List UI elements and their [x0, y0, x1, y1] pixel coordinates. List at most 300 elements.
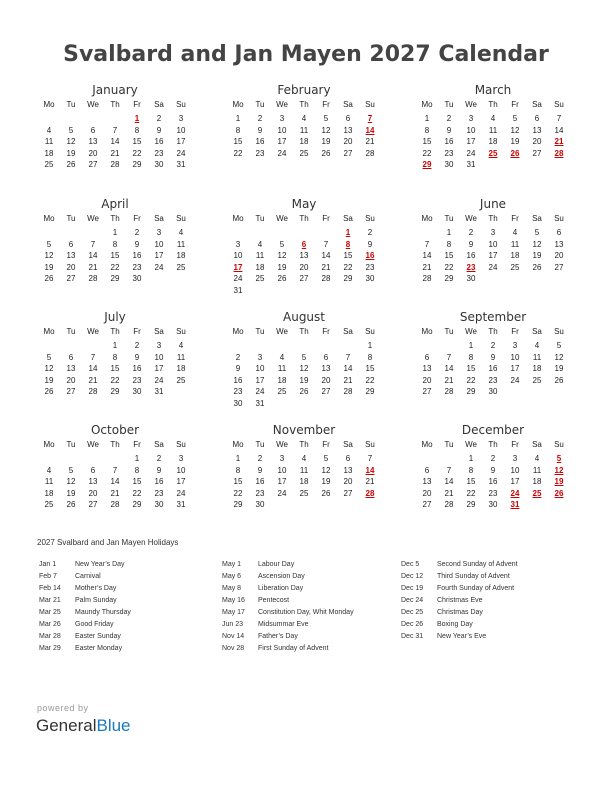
- month-name: September: [459, 310, 527, 324]
- day: 30: [488, 387, 498, 396]
- day: 4: [279, 352, 285, 362]
- month-days-grid: [38, 98, 192, 171]
- day: 12: [44, 364, 54, 373]
- day: 9: [235, 364, 241, 373]
- day: 6: [424, 465, 430, 475]
- day: 22: [466, 488, 476, 498]
- holiday-row: [222, 643, 354, 655]
- weekday-header: Fr: [322, 440, 330, 449]
- holiday-name: Easter Sunday: [75, 633, 121, 640]
- day: 20: [343, 137, 353, 146]
- day: 16: [255, 477, 265, 486]
- month-name: November: [272, 423, 336, 437]
- day: 14: [88, 251, 98, 260]
- day: 22: [233, 148, 243, 158]
- weekday-header: Sa: [343, 440, 353, 449]
- day: 19: [277, 262, 287, 272]
- month-november: [227, 422, 381, 511]
- holiday-day: 12: [554, 465, 564, 475]
- day: 21: [365, 477, 375, 486]
- day: 11: [277, 364, 287, 373]
- weekday-header: Mo: [421, 440, 433, 449]
- day: 24: [233, 274, 243, 283]
- day: 26: [321, 488, 331, 498]
- weekday-header: We: [276, 440, 288, 449]
- weekday-header: Fr: [133, 440, 141, 449]
- day: 1: [468, 454, 474, 463]
- day: 22: [132, 488, 142, 498]
- day: 19: [66, 148, 76, 158]
- day: 3: [279, 454, 285, 463]
- day: 12: [321, 465, 331, 475]
- empty-day: [227, 227, 249, 239]
- day: 25: [176, 262, 186, 272]
- day: 21: [444, 375, 454, 385]
- day: 7: [112, 465, 118, 475]
- day: 31: [255, 398, 265, 408]
- day: 4: [534, 454, 540, 463]
- day: 3: [468, 114, 474, 123]
- weekday-header: Su: [176, 440, 186, 449]
- holiday-name: First Sunday of Advent: [258, 645, 329, 652]
- generalblue-logo[interactable]: [36, 716, 131, 736]
- holiday-day: 14: [365, 125, 375, 135]
- day: 17: [176, 477, 186, 486]
- day: 11: [532, 465, 542, 475]
- day: 26: [554, 375, 564, 385]
- day: 15: [365, 364, 375, 373]
- weekday-header: Sa: [154, 327, 164, 336]
- day: 19: [299, 375, 309, 385]
- empty-day: [337, 340, 359, 352]
- holiday-row: [39, 619, 131, 631]
- weekday-header: Mo: [232, 214, 244, 223]
- day: 17: [277, 477, 287, 486]
- day: 24: [154, 375, 164, 385]
- day: 15: [444, 251, 454, 260]
- month-july: [38, 309, 192, 398]
- empty-day: [249, 227, 271, 239]
- weekday-header: Sa: [532, 100, 542, 109]
- day: 6: [90, 465, 96, 475]
- day: 20: [321, 375, 331, 385]
- day: 12: [321, 125, 331, 135]
- day: 3: [512, 341, 518, 350]
- holiday-day: 26: [554, 488, 564, 498]
- day: 19: [44, 375, 54, 385]
- weekday-header: Mo: [232, 327, 244, 336]
- day: 8: [424, 125, 430, 135]
- day: 9: [446, 125, 452, 135]
- day: 24: [510, 375, 520, 385]
- day: 29: [110, 274, 120, 283]
- weekday-header: We: [465, 440, 477, 449]
- day: 21: [365, 137, 375, 146]
- day: 9: [134, 239, 140, 249]
- day: 8: [134, 465, 140, 475]
- weekday-header: Su: [554, 327, 564, 336]
- empty-day: [82, 113, 104, 125]
- day: 13: [66, 251, 76, 260]
- day: 23: [154, 148, 164, 158]
- day: 16: [444, 137, 454, 146]
- day: 16: [488, 364, 498, 373]
- month-september: [416, 309, 570, 398]
- day: 23: [444, 148, 454, 158]
- holiday-row: [222, 583, 354, 595]
- day: 16: [154, 137, 164, 146]
- holiday-name: New Year’s Eve: [437, 633, 487, 640]
- weekday-header: Th: [110, 214, 120, 223]
- weekday-header: Th: [488, 100, 498, 109]
- day: 3: [512, 454, 518, 463]
- weekday-header: Th: [299, 327, 309, 336]
- weekday-header: Tu: [444, 440, 454, 449]
- day: 17: [277, 137, 287, 146]
- day: 25: [44, 500, 54, 509]
- month-days-grid: [38, 325, 192, 398]
- month-december: [416, 422, 570, 511]
- day: 30: [132, 387, 142, 396]
- holiday-row: [401, 559, 518, 571]
- day: 21: [88, 262, 98, 272]
- day: 15: [466, 364, 476, 373]
- day: 6: [424, 352, 430, 362]
- weekday-header: Tu: [66, 214, 76, 223]
- holiday-name: Father’s Day: [258, 633, 298, 640]
- day: 21: [444, 488, 454, 498]
- day: 22: [343, 262, 353, 272]
- day: 27: [532, 148, 542, 158]
- day: 19: [66, 488, 76, 498]
- day: 4: [301, 454, 307, 463]
- day: 10: [488, 239, 498, 249]
- holiday-day: 28: [365, 488, 375, 498]
- day: 6: [90, 125, 96, 135]
- day: 18: [532, 477, 542, 486]
- day: 23: [488, 375, 498, 385]
- day: 24: [176, 488, 186, 498]
- day: 26: [277, 274, 287, 283]
- holiday-date: Mar 26: [39, 621, 61, 628]
- day: 10: [466, 125, 476, 135]
- weekday-header: Sa: [154, 214, 164, 223]
- day: 17: [488, 251, 498, 260]
- holiday-row: [39, 631, 131, 643]
- day: 25: [277, 387, 287, 396]
- empty-day: [82, 340, 104, 352]
- day: 22: [132, 148, 142, 158]
- weekday-header: We: [276, 100, 288, 109]
- day: 9: [134, 352, 140, 362]
- day: 16: [255, 137, 265, 146]
- day: 12: [532, 239, 542, 249]
- day: 29: [444, 274, 454, 283]
- holiday-row: [222, 571, 354, 583]
- empty-day: [315, 227, 337, 239]
- day: 16: [132, 251, 142, 260]
- day: 18: [44, 148, 54, 158]
- holiday-date: Mar 21: [39, 597, 61, 604]
- weekday-header: We: [87, 100, 99, 109]
- weekday-header: Mo: [232, 440, 244, 449]
- day: 12: [66, 477, 76, 486]
- empty-day: [60, 453, 82, 465]
- day: 24: [277, 488, 287, 498]
- day: 7: [345, 352, 351, 362]
- day: 14: [110, 137, 120, 146]
- weekday-header: Th: [110, 440, 120, 449]
- day: 30: [132, 274, 142, 283]
- holiday-name: New Year’s Day: [75, 561, 125, 568]
- month-days-grid: [38, 212, 192, 285]
- day: 11: [299, 125, 309, 135]
- weekday-header: Sa: [532, 214, 542, 223]
- day: 18: [176, 364, 186, 373]
- weekday-header: Fr: [322, 214, 330, 223]
- weekday-header: Sa: [343, 214, 353, 223]
- month-name: July: [104, 310, 126, 324]
- day: 30: [444, 160, 454, 169]
- day: 18: [176, 251, 186, 260]
- day: 18: [44, 488, 54, 498]
- empty-day: [438, 453, 460, 465]
- holiday-date: May 6: [222, 573, 242, 580]
- day: 18: [277, 375, 287, 385]
- day: 18: [532, 364, 542, 373]
- day: 17: [154, 251, 164, 260]
- day: 13: [88, 137, 98, 146]
- day: 5: [46, 239, 52, 249]
- day: 28: [444, 500, 454, 509]
- month-days-grid: [227, 98, 381, 159]
- day: 11: [255, 251, 265, 260]
- day: 10: [176, 125, 186, 135]
- day: 24: [176, 148, 186, 158]
- day: 17: [255, 375, 265, 385]
- empty-day: [271, 340, 293, 352]
- holiday-row: [39, 583, 131, 595]
- day: 3: [279, 114, 285, 123]
- day: 1: [134, 454, 140, 463]
- day: 12: [510, 125, 520, 135]
- day: 23: [488, 488, 498, 498]
- month-january: [38, 82, 192, 171]
- day: 30: [154, 160, 164, 169]
- weekday-header: Su: [554, 214, 564, 223]
- holiday-name: Ascension Day: [258, 573, 305, 580]
- empty-day: [60, 340, 82, 352]
- holiday-row: [222, 607, 354, 619]
- day: 7: [367, 454, 373, 463]
- holiday-date: Dec 12: [401, 573, 424, 580]
- day: 1: [424, 114, 430, 123]
- day: 9: [367, 239, 373, 249]
- day: 26: [66, 500, 76, 509]
- holiday-day: 29: [422, 160, 432, 169]
- holiday-column: [39, 559, 131, 655]
- day: 28: [88, 274, 98, 283]
- day: 2: [446, 114, 452, 123]
- day: 20: [66, 375, 76, 385]
- day: 12: [554, 352, 564, 362]
- holiday-row: [39, 607, 131, 619]
- holiday-day: 6: [301, 239, 307, 249]
- weekday-header: Su: [554, 440, 564, 449]
- month-days-grid: [227, 325, 381, 409]
- day: 19: [321, 477, 331, 486]
- empty-day: [104, 113, 126, 125]
- day: 9: [468, 239, 474, 249]
- day: 12: [277, 251, 287, 260]
- holiday-day: 25: [488, 148, 498, 158]
- day: 9: [490, 465, 496, 475]
- holiday-date: Dec 25: [401, 609, 424, 616]
- day: 1: [367, 341, 373, 350]
- day: 31: [466, 160, 476, 169]
- day: 2: [134, 341, 140, 350]
- day: 26: [44, 387, 54, 396]
- day: 19: [510, 137, 520, 146]
- holiday-day: 7: [367, 114, 373, 123]
- empty-day: [104, 453, 126, 465]
- day: 22: [233, 488, 243, 498]
- day: 28: [88, 387, 98, 396]
- day: 29: [343, 274, 353, 283]
- day: 18: [299, 137, 309, 146]
- day: 17: [154, 364, 164, 373]
- day: 19: [532, 251, 542, 260]
- day: 12: [299, 364, 309, 373]
- day: 15: [110, 364, 120, 373]
- day: 19: [554, 364, 564, 373]
- day: 6: [323, 352, 329, 362]
- day: 27: [88, 500, 98, 509]
- day: 22: [110, 262, 120, 272]
- holiday-row: [222, 631, 354, 643]
- weekday-header: Sa: [532, 327, 542, 336]
- empty-day: [416, 227, 438, 239]
- day: 14: [444, 477, 454, 486]
- weekday-header: Fr: [511, 327, 519, 336]
- holiday-name: Good Friday: [75, 621, 114, 628]
- holiday-row: [401, 595, 518, 607]
- day: 28: [343, 387, 353, 396]
- day: 23: [132, 262, 142, 272]
- day: 29: [233, 500, 243, 509]
- day: 11: [488, 125, 498, 135]
- weekday-header: Sa: [154, 100, 164, 109]
- day: 26: [44, 274, 54, 283]
- holiday-date: Jun 23: [222, 621, 244, 628]
- day: 4: [178, 228, 184, 237]
- day: 2: [134, 228, 140, 237]
- holiday-row: [39, 595, 131, 607]
- day: 13: [422, 477, 432, 486]
- day: 23: [233, 387, 243, 396]
- day: 19: [44, 262, 54, 272]
- month-february: [227, 82, 381, 159]
- holiday-name: Palm Sunday: [75, 597, 117, 604]
- weekday-header: Su: [365, 327, 375, 336]
- day: 5: [46, 352, 52, 362]
- day: 20: [343, 477, 353, 486]
- day: 2: [468, 228, 474, 237]
- holiday-row: [222, 559, 354, 571]
- day: 26: [532, 262, 542, 272]
- holiday-date: May 8: [222, 585, 242, 592]
- holiday-name: Third Sunday of Advent: [437, 573, 510, 580]
- day: 30: [466, 274, 476, 283]
- month-days-grid: [227, 212, 381, 296]
- weekday-header: Th: [110, 327, 120, 336]
- day: 5: [68, 465, 74, 475]
- day: 10: [176, 465, 186, 475]
- day: 6: [345, 454, 351, 463]
- weekday-header: Fr: [133, 327, 141, 336]
- weekday-header: Th: [110, 100, 120, 109]
- day: 3: [235, 239, 241, 249]
- empty-day: [293, 340, 315, 352]
- holiday-row: [222, 619, 354, 631]
- day: 16: [233, 375, 243, 385]
- day: 15: [132, 477, 142, 486]
- day: 5: [556, 341, 562, 350]
- day: 18: [510, 251, 520, 260]
- weekday-header: We: [465, 100, 477, 109]
- day: 21: [343, 375, 353, 385]
- day: 11: [299, 465, 309, 475]
- weekday-header: Mo: [421, 214, 433, 223]
- day: 10: [277, 125, 287, 135]
- empty-day: [60, 227, 82, 239]
- day: 20: [554, 251, 564, 260]
- day: 7: [446, 352, 452, 362]
- weekday-header: Fr: [133, 214, 141, 223]
- month-days-grid: [38, 438, 192, 511]
- weekday-header: Mo: [43, 440, 55, 449]
- day: 8: [367, 352, 373, 362]
- weekday-header: Mo: [43, 100, 55, 109]
- empty-day: [438, 340, 460, 352]
- month-april: [38, 196, 192, 285]
- month-name: May: [291, 197, 317, 211]
- day: 13: [321, 364, 331, 373]
- day: 28: [110, 160, 120, 169]
- day: 24: [154, 262, 164, 272]
- day: 27: [422, 500, 432, 509]
- day: 23: [255, 488, 265, 498]
- day: 15: [233, 137, 243, 146]
- day: 9: [257, 125, 263, 135]
- month-days-grid: [416, 325, 570, 398]
- holiday-day: 14: [365, 465, 375, 475]
- day: 20: [532, 137, 542, 146]
- day: 13: [532, 125, 542, 135]
- day: 15: [132, 137, 142, 146]
- holiday-row: [222, 595, 354, 607]
- day: 27: [343, 488, 353, 498]
- weekday-header: Th: [299, 100, 309, 109]
- holiday-day: 8: [345, 239, 351, 249]
- day: 11: [510, 239, 520, 249]
- day: 27: [343, 148, 353, 158]
- weekday-header: Mo: [421, 100, 433, 109]
- holiday-date: Dec 24: [401, 597, 424, 604]
- day: 14: [554, 125, 564, 135]
- empty-day: [416, 340, 438, 352]
- day: 20: [88, 488, 98, 498]
